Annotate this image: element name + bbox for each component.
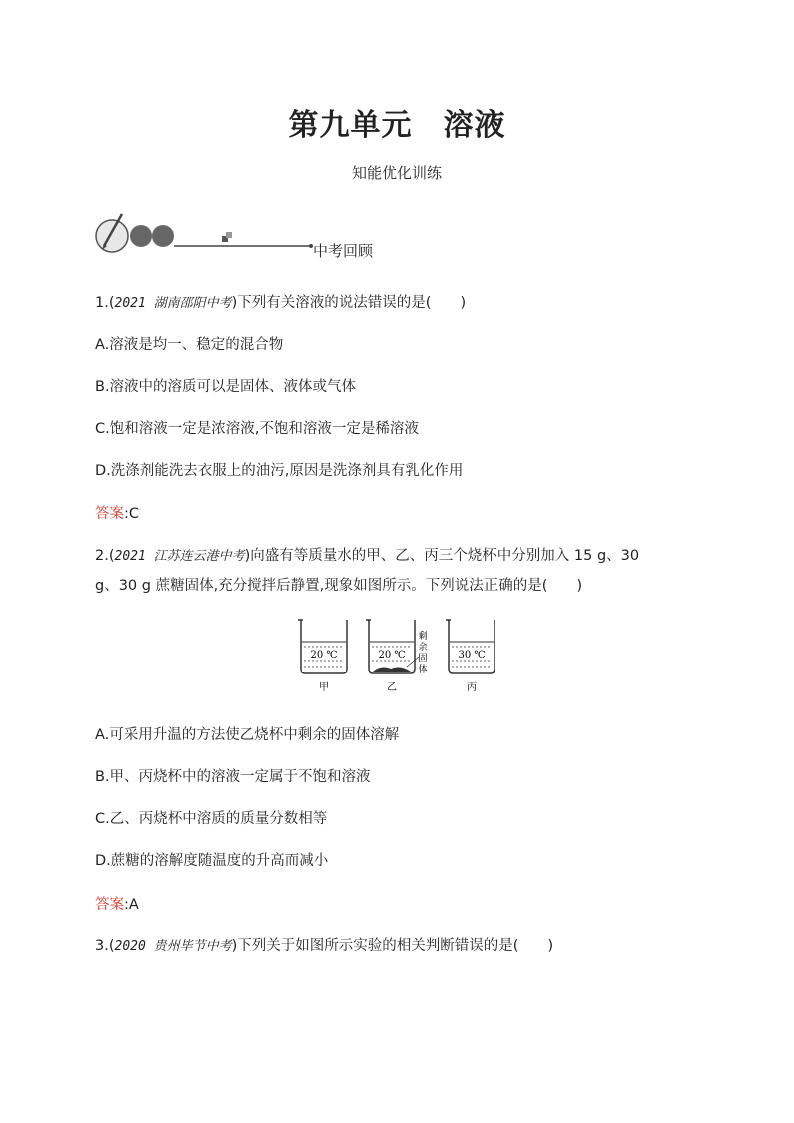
answer-value: :C bbox=[124, 506, 140, 522]
beaker-jia bbox=[298, 620, 347, 693]
beaker-bing bbox=[446, 620, 495, 693]
question-number: 1.( bbox=[95, 295, 115, 311]
question-1-option-c: C.饱和溶液一定是浓溶液,不饱和溶液一定是稀溶液 bbox=[95, 421, 419, 437]
beaker-name: 甲 bbox=[319, 682, 329, 693]
question-1-option-a: A.溶液是均一、稳定的混合物 bbox=[95, 337, 284, 353]
question-1-option-b: B.溶液中的溶质可以是固体、液体或气体 bbox=[95, 379, 357, 395]
question-number: 3.( bbox=[95, 938, 115, 954]
svg-text:余: 余 bbox=[418, 643, 428, 653]
page-subtitle: 知能优化训练 bbox=[351, 164, 442, 182]
section-header-graphic bbox=[92, 210, 317, 260]
beaker-temp: 30 ℃ bbox=[458, 650, 486, 661]
question-source: 2020 贵州毕节中考 bbox=[114, 939, 232, 954]
residue-label bbox=[418, 630, 427, 675]
question-text: )向盛有等质量水的甲、乙、丙三个烧杯中分别加入 15 g、30 bbox=[244, 548, 640, 564]
question-2-stem-line-2: g、30 g 蔗糖固体,充分搅拌后静置,现象如图所示。下列说法正确的是( ) bbox=[95, 578, 583, 594]
beaker-temp: 20 ℃ bbox=[378, 650, 406, 661]
beaker-name: 乙 bbox=[387, 682, 397, 693]
section-label: 中考回顾 bbox=[313, 242, 374, 260]
question-3-stem bbox=[95, 934, 553, 955]
svg-text:剩: 剩 bbox=[418, 632, 428, 642]
question-2-stem-line-1 bbox=[95, 544, 639, 565]
question-2-option-c: C.乙、丙烧杯中溶质的质量分数相等 bbox=[95, 811, 328, 827]
question-text: )下列关于如图所示实验的相关判断错误的是( ) bbox=[231, 938, 554, 954]
question-text: )下列有关溶液的说法错误的是( ) bbox=[231, 295, 467, 311]
dot-icon-1 bbox=[130, 225, 152, 247]
question-source: 2021 湖南邵阳中考 bbox=[114, 296, 232, 311]
question-1-option-d: D.洗涤剂能洗去衣服上的油污,原因是洗涤剂具有乳化作用 bbox=[95, 463, 464, 479]
question-2-option-d: D.蔗糖的溶解度随温度的升高而减小 bbox=[95, 853, 329, 869]
dot-icon-2 bbox=[152, 225, 174, 247]
svg-text:体: 体 bbox=[418, 665, 428, 675]
small-square-icon-2 bbox=[226, 232, 232, 238]
beaker-figure bbox=[295, 617, 495, 697]
beaker-name: 丙 bbox=[467, 682, 477, 693]
beaker-yi bbox=[366, 620, 419, 693]
question-1-answer bbox=[95, 502, 139, 523]
question-number: 2.( bbox=[95, 548, 115, 564]
question-1-stem bbox=[95, 291, 466, 312]
question-2-option-b: B.甲、丙烧杯中的溶液一定属于不饱和溶液 bbox=[95, 769, 371, 785]
beaker-temp: 20 ℃ bbox=[310, 650, 338, 661]
svg-text:固: 固 bbox=[418, 654, 428, 664]
page-title: 第九单元 溶液 bbox=[288, 108, 506, 143]
residue-solid bbox=[373, 668, 411, 672]
question-2-option-a: A.可采用升温的方法使乙烧杯中剩余的固体溶解 bbox=[95, 727, 400, 743]
answer-label: 答案 bbox=[95, 506, 124, 522]
question-source: 2021 江苏连云港中考 bbox=[114, 549, 245, 564]
question-2-answer bbox=[95, 893, 139, 914]
answer-value: :A bbox=[124, 897, 139, 913]
answer-label: 答案 bbox=[95, 897, 124, 913]
pen-circle-icon bbox=[96, 220, 128, 252]
